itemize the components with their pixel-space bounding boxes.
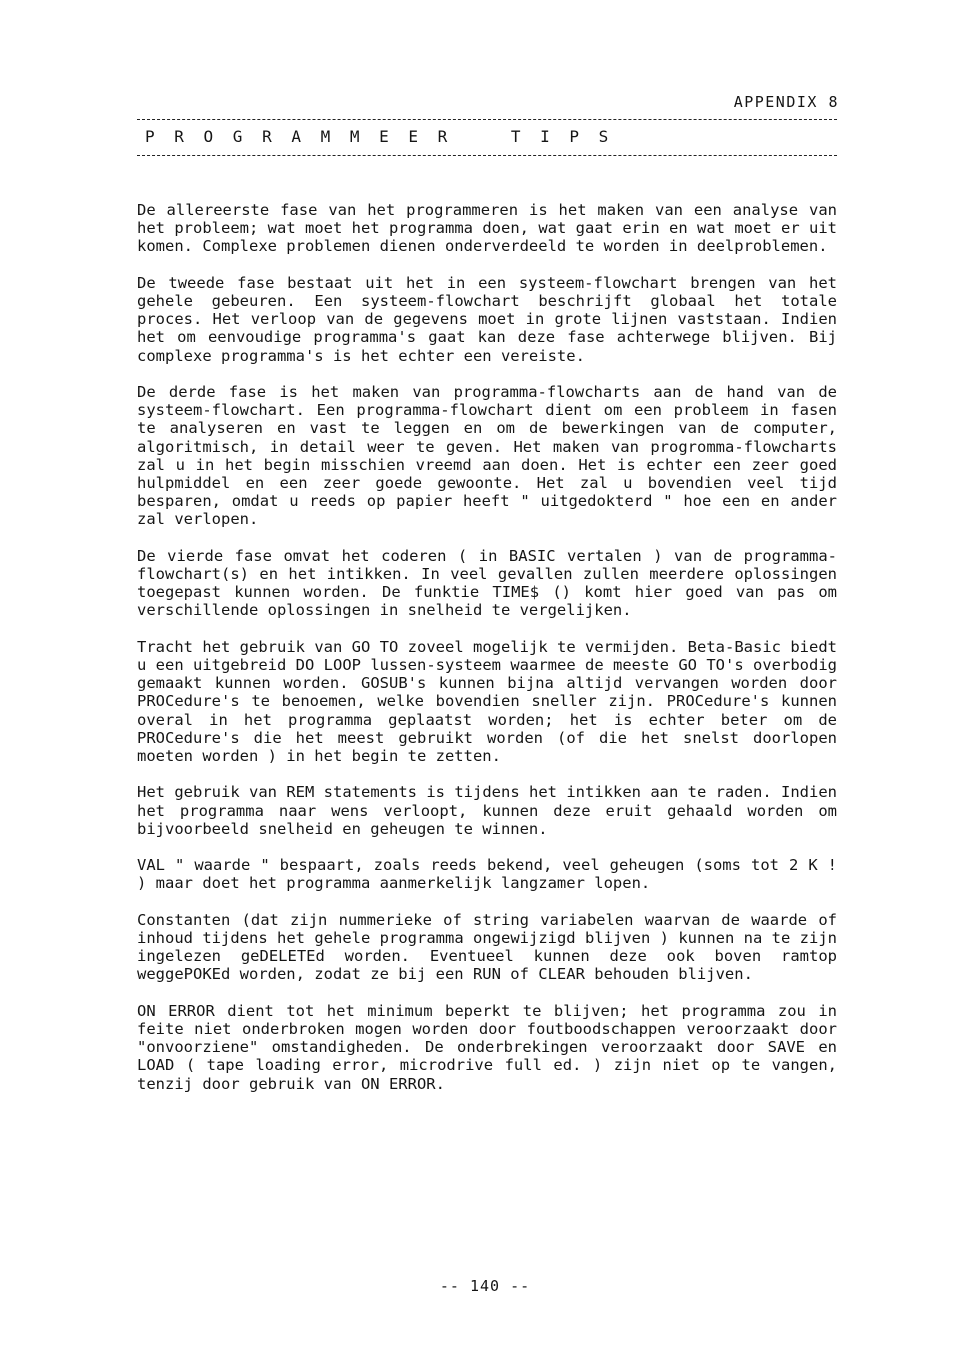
bottom-divider [137,155,837,156]
paragraph-rem: Het gebruik van REM statements is tijdens het intikken aan te raden. Indien het programma naar wens verloopt, kunnen deze eruit gehaald worden om bijvoorbeeld snelheid en geheugen te winnen. [137,783,837,838]
paragraph-system-flowchart: De tweede fase bestaat uit het in een systeem-flowchart brengen van het gehele gebeuren. Een systeem-flowchart beschrijft globaal het totale proces. Het verloop van de gegevens moet in grote lijnen vaststaan. Indien het om eenvoudige programma's gaat kan deze fase achterwege blijven. Bij complexe programma's is het echter een vereiste. [137,273,837,365]
appendix-label: APPENDIX 8 [733,93,839,111]
paragraph-constants: Constanten (dat zijn nummerieke of string variabelen waarvan de waarde of inhoud tijdens het gehele programma ongewijzigd blijven ) kunnen na te zijn ingelezen geDELETEd worden. Eventueel kunnen deze ook boven ramtop weggePOKEd worden, zodat ze bij een RUN of CLEAR behouden blijven. [137,910,837,984]
paragraph-goto: Tracht het gebruik van GO TO zoveel mogelijk te vermijden. Beta-Basic biedt u een uitgebreid DO LOOP lussen-systeem waarmee de meeste GO TO's overbodig gemaakt kunnen worden. GOSUB's kunnen bijna altijd vervangen worden door PROCedure's te benoemen, welke bovendien sneller zijn. PROCedure's kunnen overal in het programma geplaatst worden; het is echter beter om de PROCedure's die het meest gebruikt worden (of die het snelst doorlopen moeten worden ) in het begin te zetten. [137,637,837,766]
paragraph-program-flowcharts: De derde fase is het maken van programma-flowcharts aan de hand van de systeem-flowchart. Een programma-flowchart dient om een probleem in fasen te analyseren en vast te leggen en om de bewerkingen van de computer, algoritmisch, in detail weer te geven. Het maken van progromma-flowcharts zal u in het begin misschien vreemd aan doen. Het is echter een zeer goed hulpmiddel en een zeer goede gewoonte. Het zal u bovendien veel tijd besparen, omdat u reeds op papier heeft " uitgedokterd " hoe een en ander zal verlopen. [137,383,837,529]
paragraph-analysis: De allereerste fase van het programmeren is het maken van een analyse van het probleem; wat moet het programma doen, wat gaat erin en wat moet er uit komen. Complexe problemen dienen onderverdeeld te worden in deelproblemen. [137,201,837,256]
paragraph-val: VAL " waarde " bespaart, zoals reeds bekend, veel geheugen (soms tot 2 K ! ) maar doet het programma aanmerkelijk langzamer lopen. [137,856,837,893]
body-text [137,201,837,1111]
page-number: -- 140 -- [439,1277,531,1295]
paragraph-on-error: ON ERROR dient tot het minimum beperkt te blijven; het programma zou in feite niet onderbroken mogen worden door foutboodschappen veroorzaakt door "onvoorziene" omstandigheden. De onderbrekingen veroorzaakt door SAVE en LOAD ( tape loading error, microdrive full ed. ) zijn niet op te vangen, tenzij door gebruik van ON ERROR. [137,1001,837,1093]
top-divider [137,119,837,120]
paragraph-coding: De vierde fase omvat het coderen ( in BASIC vertalen ) van de programma-flowchart(s) en het intikken. In veel gevallen zullen meerdere oplossingen toegepast kunnen worden. De funktie TIME$ () komt hier goed van pas om verschillende oplossingen in snelheid te vergelijken. [137,546,837,620]
page-title: P R O G R A M M E E R T I P S [145,127,614,146]
